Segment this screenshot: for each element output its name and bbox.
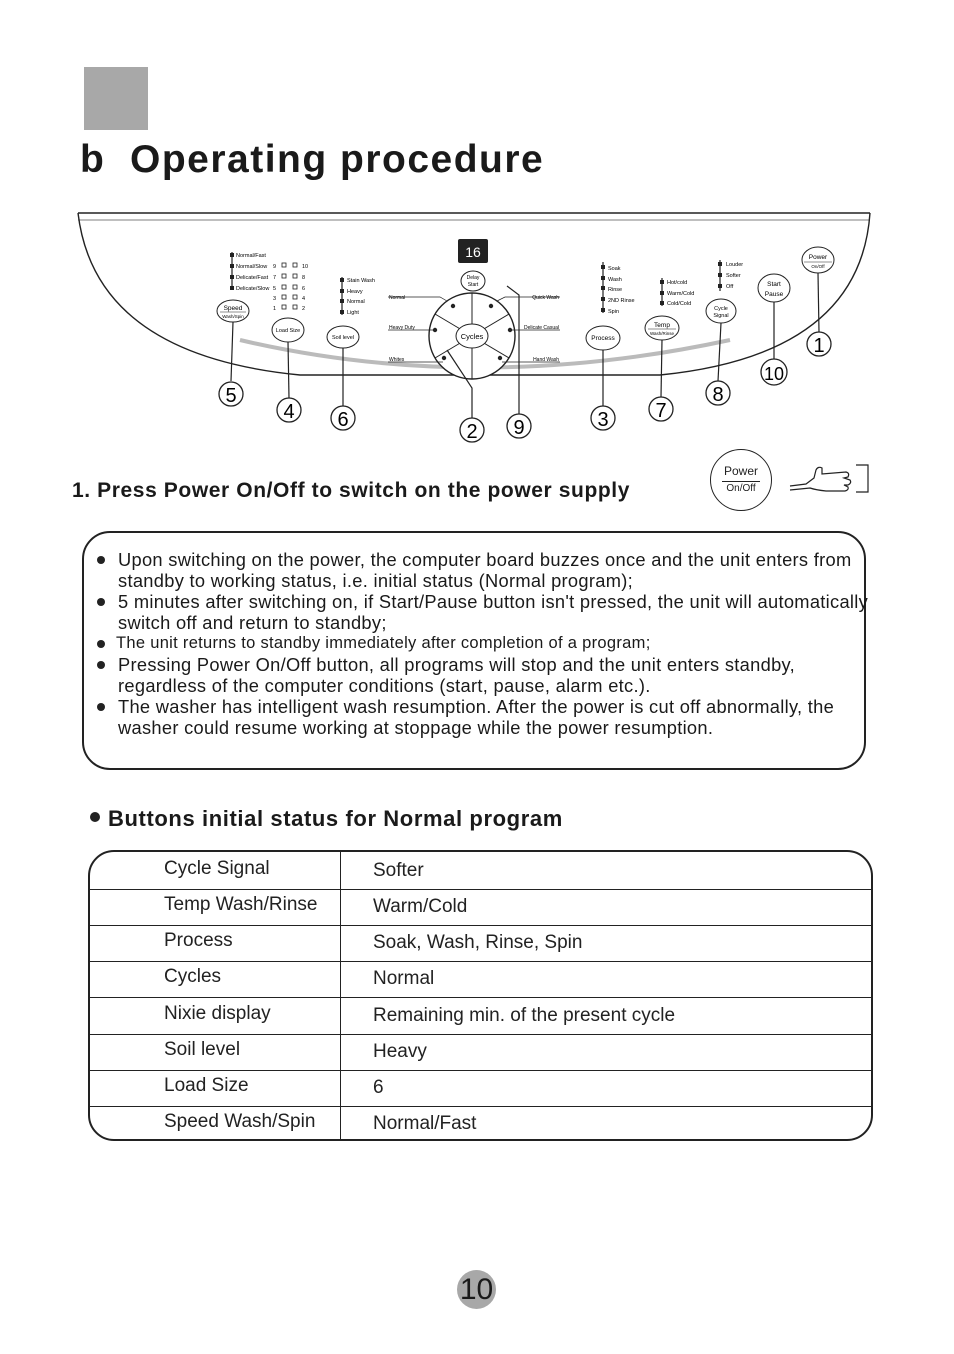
table-value: Normal/Fast (373, 1113, 477, 1134)
cycle-option: Whites (389, 357, 405, 363)
cycle-signal-line1: Cycle (714, 306, 728, 312)
process-option: Wash (608, 277, 622, 283)
speed-option: Normal/Fast (236, 253, 266, 259)
power-button-label: Power (808, 254, 828, 261)
initial-status-table (88, 850, 873, 1141)
speed-button-sub: Wash/Spin (222, 314, 244, 319)
soil-option: Heavy (347, 289, 363, 295)
speed-indicators (230, 252, 269, 292)
start-pause-button[interactable] (758, 274, 790, 302)
signal-option: Softer (726, 273, 741, 279)
table-key: Cycle Signal (164, 858, 270, 879)
callout-10: 10 (763, 364, 785, 384)
table-row (90, 888, 871, 926)
callout-1: 1 (813, 335, 825, 357)
temp-option: Cold/Cold (667, 301, 692, 307)
table-key: Nixie display (164, 1003, 271, 1024)
start-pause-line2: Pause (764, 291, 784, 298)
table-value: Heavy (373, 1041, 427, 1062)
callout-8: 8 (712, 384, 724, 406)
table-key: Speed Wash/Spin (164, 1111, 316, 1132)
soil-level-indicators (340, 277, 375, 316)
speed-button-label: Speed (223, 305, 243, 312)
cycle-signal-button[interactable] (706, 299, 736, 323)
table-key: Cycles (164, 966, 222, 987)
callout-9: 9 (513, 417, 525, 439)
table-value: 6 (373, 1077, 384, 1098)
section-letter: b (80, 138, 105, 181)
table-key: Process (164, 930, 233, 951)
temp-button[interactable] (645, 316, 679, 340)
bullet-item: Pressing Power On/Off button, all programs will stop and the unit enters standby, regardless of the computer conditions (start, pause, alarm etc.). (96, 654, 876, 696)
table-value: Normal (373, 968, 435, 989)
nixie-display (458, 239, 488, 263)
temp-button-sub: Wash/Rinse (649, 331, 675, 336)
power-on-off-badge (710, 449, 772, 511)
process-option: Spin (608, 309, 620, 315)
initial-status-heading: Buttons initial status for Normal program (90, 806, 563, 832)
process-option: Rinse (608, 287, 623, 293)
load-level: 2 (302, 306, 306, 312)
speed-option: Delicate/Slow (236, 286, 270, 292)
callout-7: 7 (655, 400, 667, 422)
soil-level-button-label: Soil level (331, 335, 355, 341)
load-level: 3 (272, 296, 276, 302)
power-button[interactable] (802, 247, 834, 273)
table-row (90, 997, 871, 1035)
cycle-option: Heavy Duty (389, 325, 415, 331)
process-button[interactable] (586, 326, 620, 350)
table-value: Remaining min. of the present cycle (373, 1005, 676, 1026)
table-row (90, 852, 871, 890)
table-row (90, 1105, 871, 1141)
process-option: 2ND Rinse (608, 298, 635, 304)
callout-5: 5 (225, 385, 237, 407)
table-row (90, 960, 871, 998)
delay-start-button[interactable] (461, 271, 485, 291)
table-value: Softer (373, 860, 424, 881)
load-size-indicators (273, 263, 308, 312)
control-panel-diagram (0, 205, 954, 455)
page-title: Operating procedure (130, 138, 545, 181)
temp-button-label: Temp (654, 322, 670, 329)
load-level: 8 (302, 275, 306, 281)
page-number: 10 (457, 1270, 496, 1309)
load-level: 4 (302, 296, 306, 302)
temp-option: Warm/Cold (667, 291, 695, 297)
soil-option: Stain Wash (347, 278, 375, 284)
load-level: 1 (272, 306, 276, 312)
callout-3: 3 (597, 409, 609, 431)
cycle-option: Delicate Casual (523, 325, 559, 331)
temp-indicators (660, 278, 694, 307)
temp-option: Hot/cold (667, 280, 688, 286)
bullet-item: Upon switching on the power, the computer board buzzes once and the unit enters from standby to working status, i.e. initial status (Normal program); (96, 549, 876, 591)
load-level: 6 (302, 286, 306, 292)
table-row (90, 924, 871, 962)
power-badge-sub: On/Off (726, 483, 756, 494)
load-level: 9 (272, 264, 276, 270)
load-level: 10 (302, 264, 309, 270)
process-indicators (601, 262, 635, 315)
signal-option: Off (726, 284, 734, 290)
step-1-title: 1. Press Power On/Off to switch on the power supply (72, 479, 631, 502)
speed-option: Delicate/Fast (236, 275, 269, 281)
speed-button[interactable] (217, 300, 249, 322)
cycle-option: Hand Wash (533, 357, 559, 363)
soil-level-button[interactable] (327, 326, 359, 348)
load-level: 7 (272, 275, 276, 281)
table-row (90, 1069, 871, 1107)
table-key: Load Size (164, 1075, 249, 1096)
display-digits: 16 (465, 244, 481, 260)
cycle-option: Normal (389, 295, 406, 301)
table-key: Temp Wash/Rinse (164, 894, 318, 915)
table-key: Soil level (164, 1039, 241, 1060)
power-button-sub: On/Off (811, 264, 825, 269)
callout-4: 4 (283, 401, 295, 423)
pointing-hand-icon (786, 460, 870, 496)
bullet-item: 5 minutes after switching on, if Start/Pause button isn't pressed, the unit will automatically switch off and return to standby; (96, 591, 876, 633)
table-value: Soak, Wash, Rinse, Spin (373, 932, 583, 953)
cycle-signal-indicators (718, 260, 743, 291)
cycles-button[interactable] (456, 324, 488, 348)
callout-2: 2 (466, 421, 478, 443)
power-badge-divider (722, 481, 760, 482)
delay-start-line1: Delay (466, 275, 480, 281)
table-value: Warm/Cold (373, 896, 468, 917)
start-pause-line1: Start (767, 281, 781, 288)
callout-6: 6 (337, 409, 349, 431)
soil-option: Light (347, 310, 359, 316)
cycle-option: Quick Wash (532, 295, 559, 301)
load-size-button[interactable] (272, 318, 304, 342)
info-bullets (96, 549, 876, 738)
cycles-button-label: Cycles (460, 332, 484, 341)
load-size-button-label: Load Size (275, 328, 301, 334)
power-badge-label: Power (723, 464, 758, 478)
soil-option: Normal (347, 299, 365, 305)
delay-start-line2: Start (467, 282, 479, 288)
load-level: 5 (272, 286, 276, 292)
process-option: Soak (608, 266, 621, 272)
bullet-item: The washer has intelligent wash resumption. After the power is cut off abnormally, the washer could resume working at stoppage while the power resumption. (96, 696, 876, 738)
process-button-label: Process (591, 335, 615, 342)
signal-option: Louder (726, 262, 744, 268)
section-marker-square (84, 67, 148, 130)
callout-numbers (219, 332, 831, 443)
callout-leaders (231, 273, 819, 418)
bullet-item: The unit returns to standby immediately after completion of a program; (96, 633, 876, 654)
table-row (90, 1033, 871, 1071)
speed-option: Normal/Slow (236, 264, 268, 270)
cycle-signal-line2: Signal (713, 313, 729, 319)
